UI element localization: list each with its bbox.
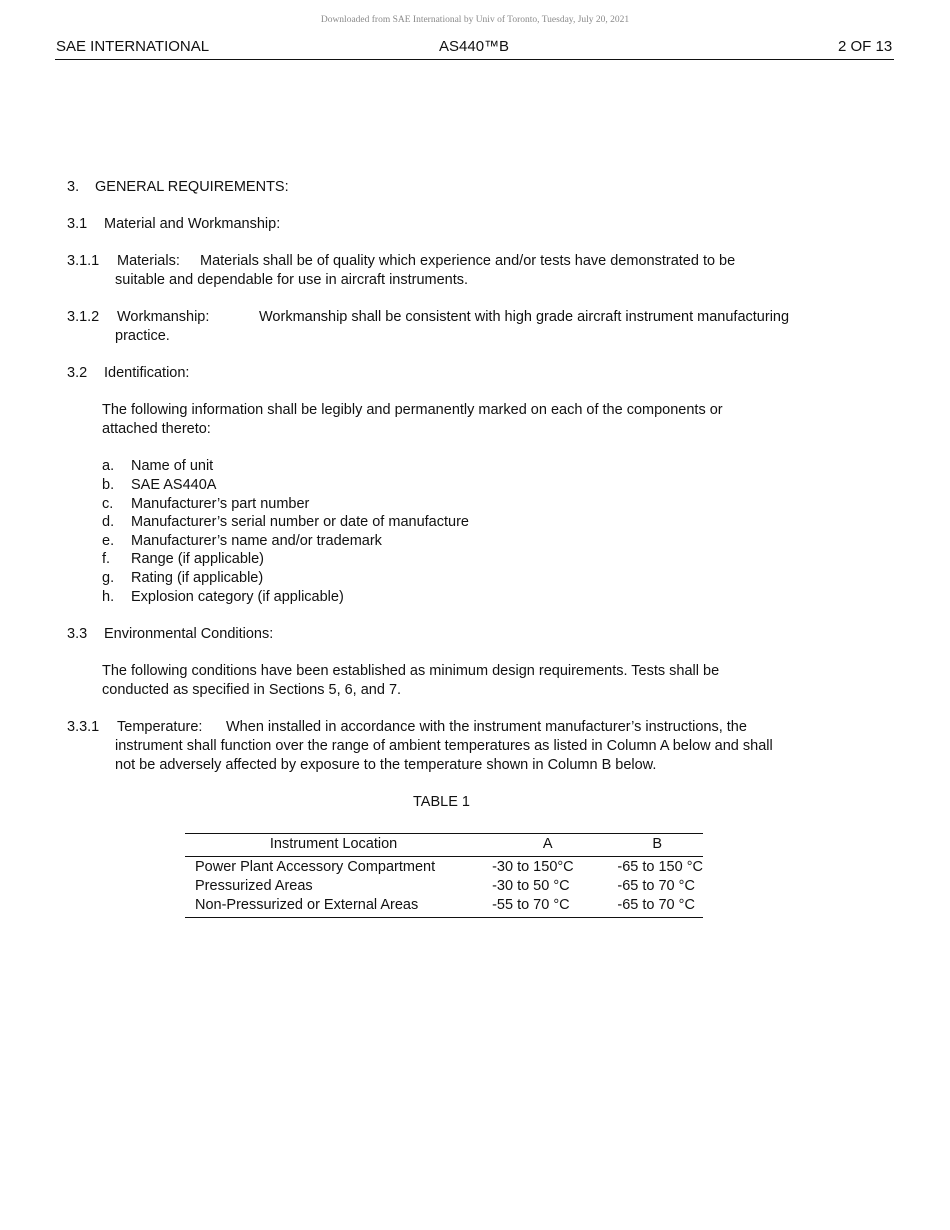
list-item-text: Explosion category (if applicable) — [131, 589, 344, 605]
column-header-a: A — [492, 834, 617, 857]
section-3-3-1-line1 — [67, 719, 747, 735]
section-title: Identification: — [104, 365, 190, 381]
cell-location: Power Plant Accessory Compartment — [195, 859, 436, 875]
section-title: Temperature: — [117, 719, 203, 735]
list-item-letter: f. — [102, 551, 111, 567]
header-organization: SAE INTERNATIONAL — [56, 38, 210, 55]
section-number: 3.1.2 — [67, 309, 100, 325]
section-title: Material and Workmanship: — [104, 216, 281, 232]
list-item-text: Manufacturer’s part number — [131, 496, 310, 512]
section-number: 3.3 — [67, 626, 88, 642]
column-header-b: B — [617, 834, 703, 857]
list-item-letter: h. — [102, 589, 115, 605]
table-caption: TABLE 1 — [413, 794, 470, 810]
section-body: When installed in accordance with the instrument manufacturer’s instructions, the — [226, 719, 747, 735]
section-title: GENERAL REQUIREMENTS: — [95, 179, 289, 195]
cell-a: -30 to 150°C — [492, 859, 574, 875]
section-body: Workmanship shall be consistent with high grade aircraft instrument manufacturing — [259, 309, 790, 325]
column-header-location: Instrument Location — [185, 834, 492, 857]
table-header-row — [185, 834, 703, 857]
section-3-1-2-line2: practice. — [115, 328, 170, 344]
list-item-letter: e. — [102, 533, 115, 549]
list-item-text: Manufacturer’s serial number or date of manufacture — [131, 514, 469, 530]
list-item-letter: b. — [102, 477, 115, 493]
header-rule — [55, 59, 894, 60]
cell-b: -65 to 70 °C — [617, 878, 695, 894]
cell-b: -65 to 70 °C — [617, 896, 703, 918]
table-row — [185, 896, 703, 918]
section-3-3-heading — [67, 626, 273, 642]
section-3-1-1-line1 — [67, 253, 735, 269]
list-item-text: Rating (if applicable) — [131, 570, 264, 586]
temperature-table — [185, 833, 703, 918]
list-item-letter: a. — [102, 458, 115, 474]
table-row — [185, 877, 703, 896]
list-item-text: Range (if applicable) — [131, 551, 264, 567]
list-item-text: Manufacturer’s name and/or trademark — [131, 533, 382, 549]
header-page-number: 2 OF 13 — [838, 38, 893, 55]
list-item-letter: c. — [102, 496, 114, 512]
cell-a: -55 to 70 °C — [492, 896, 617, 918]
section-3-3-1-line3: not be adversely affected by exposure to the temperature shown in Column B below. — [115, 757, 657, 773]
section-number: 3.2 — [67, 365, 88, 381]
section-title: Workmanship: — [117, 309, 210, 325]
section-body: Materials shall be of quality which experience and/or tests have demonstrated to be — [200, 253, 736, 269]
section-number: 3. — [67, 179, 80, 195]
section-number: 3.1.1 — [67, 253, 100, 269]
section-3-2-heading — [67, 365, 189, 381]
download-watermark: Downloaded from SAE International by Univ of Toronto, Tuesday, July 20, 2021 — [320, 15, 630, 25]
section-3-3-para-line2: conducted as specified in Sections 5, 6, and 7. — [102, 682, 402, 698]
cell-a: -30 to 50 °C — [492, 878, 570, 894]
section-3-1-2-line1 — [67, 309, 789, 325]
list-item-text: SAE AS440A — [131, 477, 217, 493]
section-number: 3.3.1 — [67, 719, 100, 735]
section-title: Environmental Conditions: — [104, 626, 274, 642]
section-number: 3.1 — [67, 216, 88, 232]
section-3-2-para-line2: attached thereto: — [102, 421, 211, 437]
section-title: Materials: — [117, 253, 180, 269]
cell-b: -65 to 150 °C — [617, 859, 703, 875]
list-item-letter: d. — [102, 514, 115, 530]
section-3-3-para-line1: The following conditions have been established as minimum design requirements. Tests shall be — [102, 663, 720, 679]
section-3-2-para-line1: The following information shall be legibly and permanently marked on each of the components or — [102, 402, 723, 418]
cell-location: Pressurized Areas — [195, 878, 313, 894]
list-item-letter: g. — [102, 570, 115, 586]
cell-location: Non-Pressurized or External Areas — [185, 896, 492, 918]
section-3-1-1-line2: suitable and dependable for use in aircraft instruments. — [115, 272, 469, 288]
section-3-3-1-line2: instrument shall function over the range of ambient temperatures as listed in Column A below and shall — [115, 738, 773, 754]
section-3-1-heading — [67, 216, 280, 232]
section-3-heading — [67, 179, 289, 195]
table-row — [185, 857, 703, 878]
header-document-number: AS440™B — [439, 38, 510, 55]
list-item-text: Name of unit — [131, 458, 214, 474]
